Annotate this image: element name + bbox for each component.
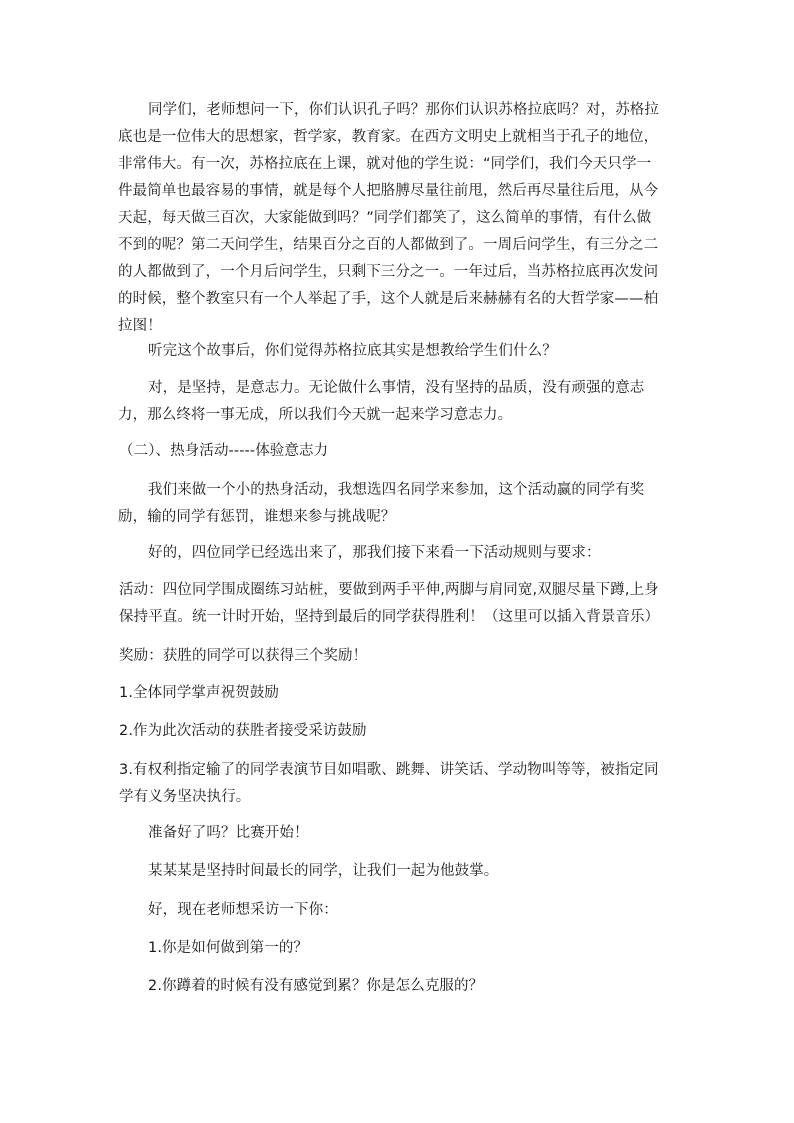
list-item: 1.全体同学掌声祝贺鼓励 [119, 685, 280, 701]
paragraph-line: 准备好了吗？比赛开始！ [148, 825, 309, 841]
question-item: 2.你蹲着的时候有没有感觉到累？你是怎么克服的？ [148, 978, 484, 994]
paragraph-line: 同学们，老师想问一下，你们认识孔子吗？那你们认识苏格拉底吗？对，苏格拉 [148, 102, 659, 118]
paragraph-line: 听完这个故事后，你们觉得苏格拉底其实是想教给学生们什么？ [148, 343, 557, 359]
activity-line: 保持平直。统一计时开始，坚持到最后的同学获得胜利！（这里可以插入背景音乐） [119, 609, 660, 625]
paragraph-line: 对，是坚持，是意志力。无论做什么事情，没有坚持的品质，没有顽强的意志 [148, 380, 645, 396]
paragraph-line: 励，输的同学有惩罚，谁想来参与挑战呢？ [118, 509, 396, 525]
paragraph-line: 底也是一位伟大的思想家，哲学家，教育家。在西方文明史上就相当于孔子的地位， [118, 129, 659, 145]
paragraph-line: 力，那么终将一事无成，所以我们今天就一起来学习意志力。 [118, 407, 513, 423]
paragraph-line: 我们来做一个小的热身活动，我想选四名同学来参加，这个活动赢的同学有奖 [148, 482, 645, 498]
paragraph-line: 拉图！ [118, 318, 162, 334]
paragraph-line: 不到的呢？第二天问学生，结果百分之百的人都做到了。一周后问学生，有三分之二 [118, 237, 659, 253]
paragraph-line: 天起，每天做三百次，大家能做到吗？”同学们都笑了，这么简单的事情，有什么做 [118, 210, 652, 226]
paragraph-line: 的时候，整个教室只有一个人举起了手，这个人就是后来赫赫有名的大哲学家——柏 [118, 291, 659, 307]
list-item: 3.有权利指定输了的同学表演节目如唱歌、跳舞、讲笑话、学动物叫等等，被指定同 [119, 762, 659, 778]
paragraph-line: 好的，四位同学已经选出来了，那我们接下来看一下活动规则与要求： [148, 545, 601, 561]
list-item: 学有义务坚决执行。 [119, 789, 251, 805]
paragraph-line: 好，现在老师想采访一下你： [148, 902, 338, 918]
list-item: 2.作为此次活动的获胜者接受采访鼓励 [119, 723, 367, 739]
paragraph-line: 件最简单也最容易的事情，就是每个人把胳膊尽量往前甩，然后再尽量往后甩，从今 [118, 183, 659, 199]
paragraph-line: 某某某是坚持时间最长的同学，让我们一起为他鼓掌。 [148, 863, 499, 879]
reward-heading: 奖励：获胜的同学可以获得三个奖励！ [119, 648, 368, 664]
paragraph-line: 非常伟大。有一次，苏格拉底在上课，就对他的学生说：“同学们，我们今天只学一 [118, 156, 652, 172]
activity-line: 活动：四位同学围成圈练习站桩，要做到两手平伸,两脚与肩同宽,双腿尽量下蹲,上身 [119, 582, 659, 598]
paragraph-line: 的人都做到了，一个月后问学生，只剩下三分之一。一年过后，当苏格拉底再次发问 [118, 264, 659, 280]
section-heading: （二）、热身活动-----体验意志力 [119, 443, 329, 459]
question-item: 1.你是如何做到第一的？ [148, 940, 309, 956]
